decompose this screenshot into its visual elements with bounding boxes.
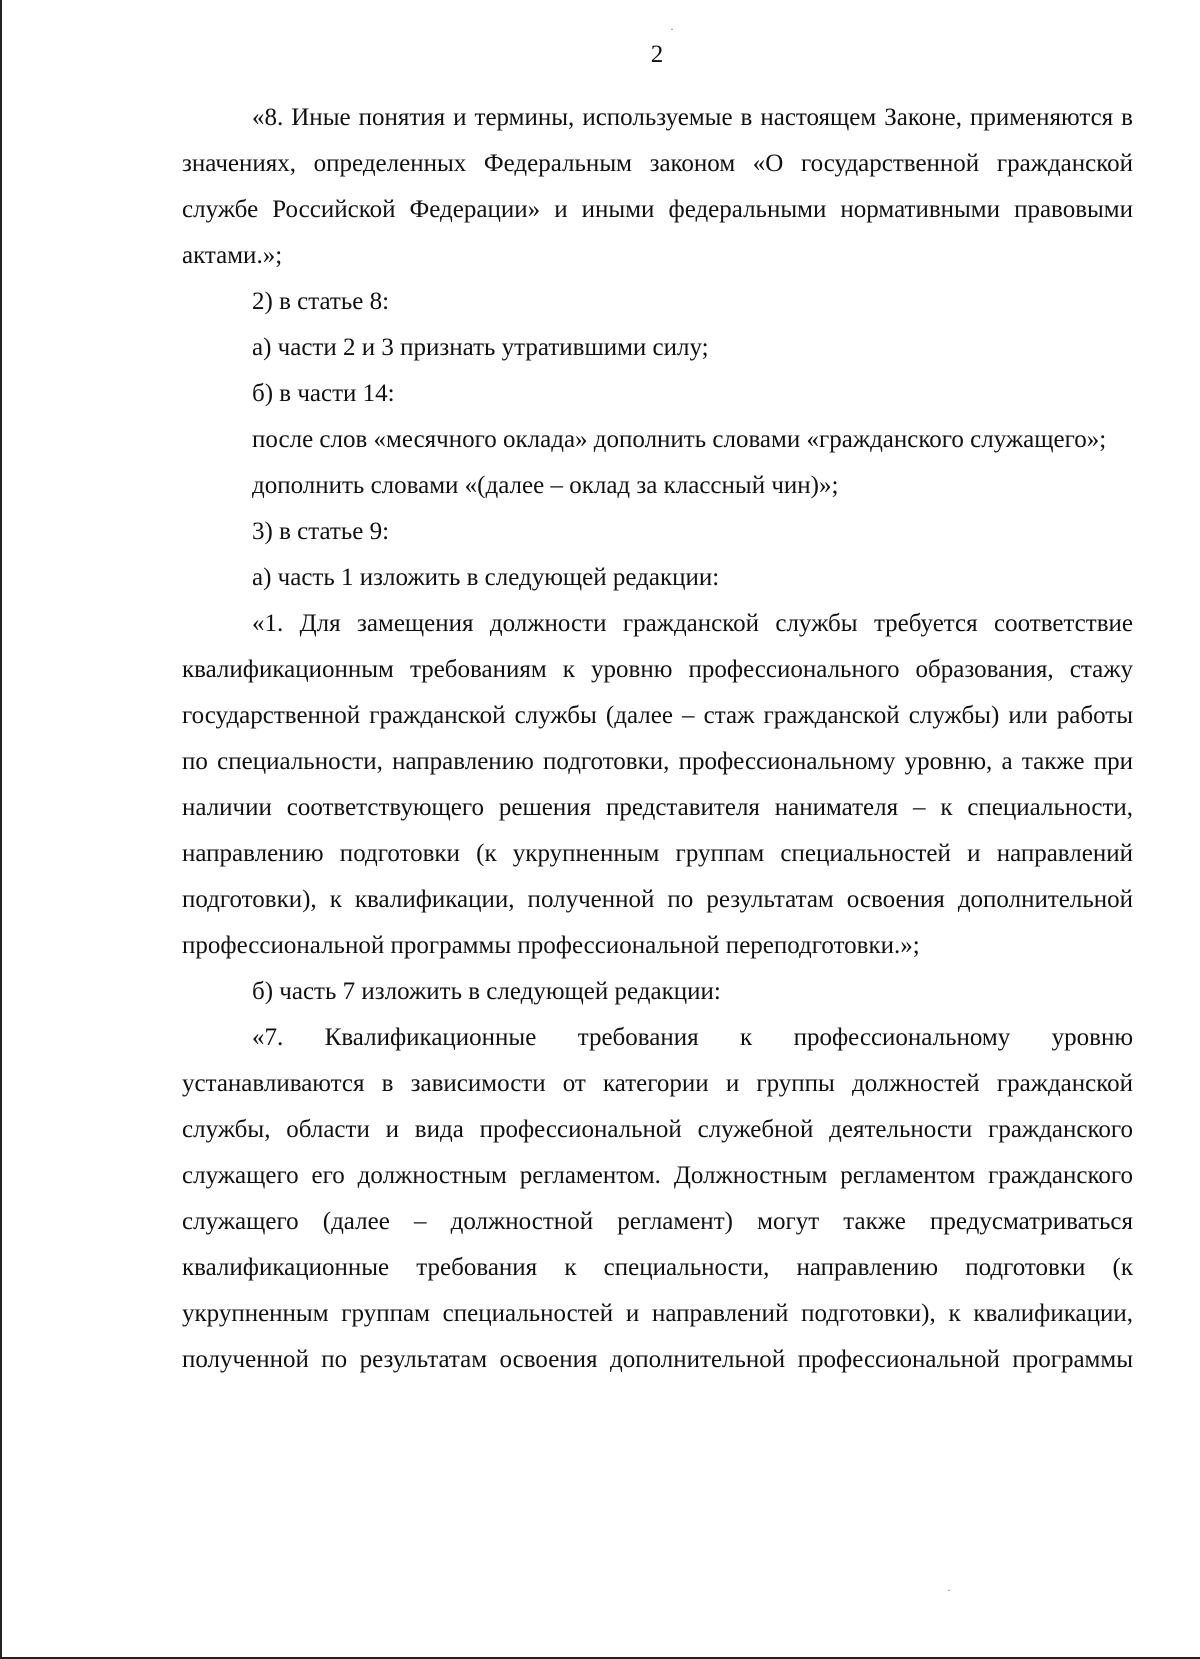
paragraph-article-9-a: а) часть 1 изложить в следующей редакции: (252, 564, 720, 591)
paragraph-monthly-salary: после слов «месячного оклада» дополнить словами «гражданского служащего»; (252, 426, 1107, 453)
scan-speck: · (670, 22, 674, 36)
document-body (182, 95, 1133, 1383)
page-number: 2 (650, 41, 664, 68)
paragraph-article-9: 3) в статье 9: (252, 518, 390, 545)
paragraph-definitions: «8. Иные понятия и термины, используемые в настоящем Законе, применяются в значениях, определенных Федеральным законом «О государственной гражданской службе Российской Федерации» и иными федеральными нормативными правовыми актами.»; (182, 104, 1133, 269)
paragraph-class-rank-salary: дополнить словами «(далее – оклад за классный чин)»; (252, 472, 839, 499)
paragraph-article-9-b: б) часть 7 изложить в следующей редакции: (252, 978, 721, 1005)
paragraph-article-8-a: а) части 2 и 3 признать утратившими силу; (252, 334, 709, 361)
paragraph-part-1-text: «1. Для замещения должности гражданской службы требуется соответствие квалификационным требованиям к уровню профессионального образования, стажу государственной гражданской службы (далее – стаж гражданской службы) или работы по специальности, направлению подготовки, профессиональному уровню, а также при наличии соответствующего решения представителя нанимателя – к специальности, направлению подготовки (к укрупненным группам специальностей и направлений подготовки), к квалификации, полученной по результатам освоения дополнительной профессиональной программы профессиональной переподготовки.»; (182, 610, 1133, 959)
paragraph-article-8-b: б) в части 14: (252, 380, 395, 407)
scan-speck: · (947, 1583, 951, 1597)
paragraph-article-8: 2) в статье 8: (252, 288, 390, 315)
paragraph-part-7-text: «7. Квалификационные требования к профессиональному уровню устанавливаются в зависимости от категории и группы должностей гражданской службы, области и вида профессиональной служебной деятельности гражданского служащего его должностным регламентом. Должностным регламентом гражданского служащего (далее – должностной регламент) могут также предусматриваться квалификационные требования к специальности, направлению подготовки (к укрупненным группам специальностей и направлений подготовки), к квалификации, полученной по результатам освоения дополнительной профессиональной программы (182, 1024, 1133, 1373)
